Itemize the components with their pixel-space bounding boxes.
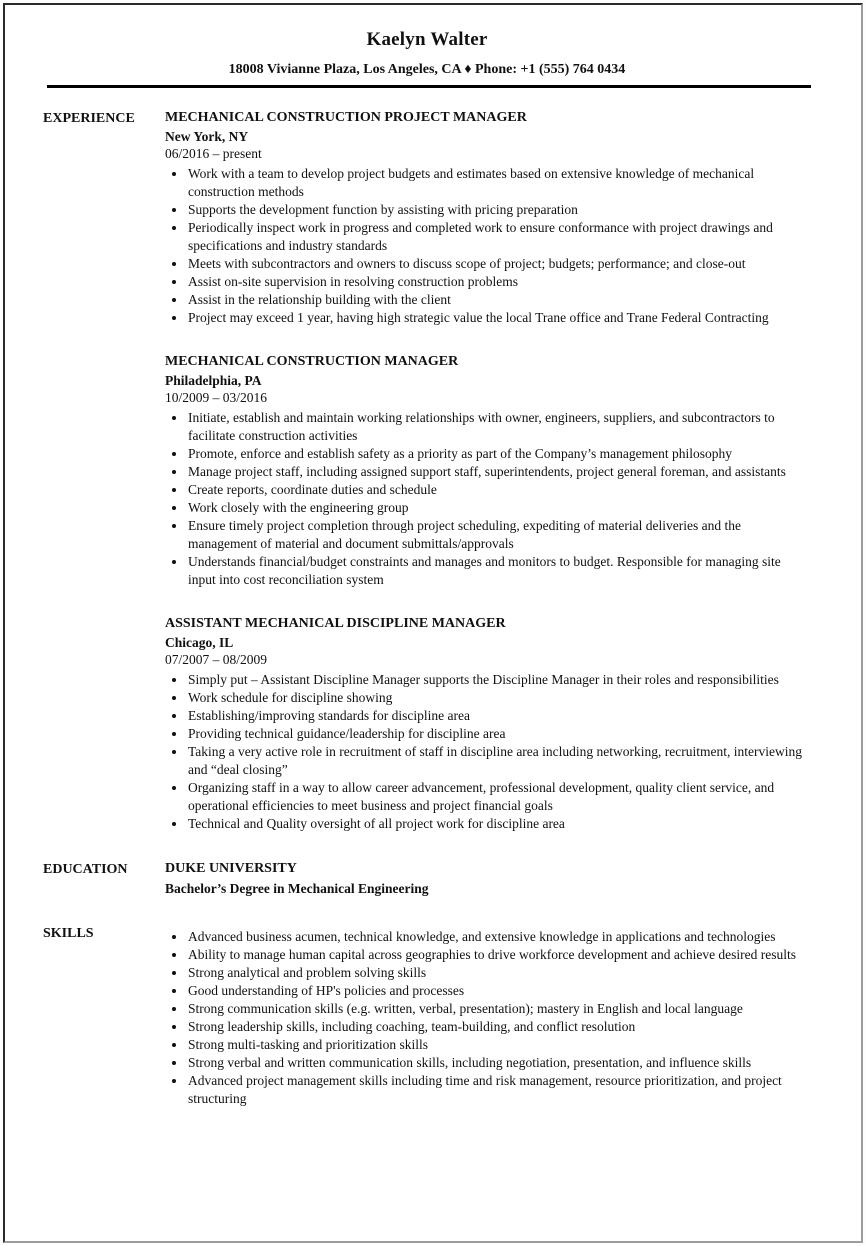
experience-section	[165, 110, 811, 833]
bullet-item: • Strong leadership skills, including coaching, team-building, and conflict resolution	[187, 1018, 811, 1036]
bullet-item: • Work closely with the engineering group	[187, 499, 811, 517]
education-section	[165, 861, 811, 897]
job-dates: 07/2007 – 08/2009	[165, 652, 268, 667]
job-location: New York, NY	[165, 129, 249, 144]
section-label-education: EDUCATION	[43, 862, 128, 877]
bullet-item: • Manage project staff, including assigned support staff, superintendents, project general foreman, and assistants	[187, 463, 811, 481]
resume-page	[3, 3, 863, 1243]
education-degree: Bachelor’s Degree in Mechanical Engineering	[165, 881, 429, 896]
job-entry-3	[165, 616, 811, 833]
person-name: Kaelyn Walter	[366, 29, 488, 50]
job-title: ASSISTANT MECHANICAL DISCIPLINE MANAGER	[165, 616, 506, 631]
bullet-item: • Providing technical guidance/leadership for discipline area	[187, 725, 811, 743]
job-bullet-list	[165, 165, 811, 327]
bullet-item: • Periodically inspect work in progress and completed work to ensure conformance with project drawings and specifications and industry standards	[187, 219, 811, 255]
bullet-item: • Strong analytical and problem solving skills	[187, 964, 811, 982]
job-location: Chicago, IL	[165, 635, 234, 650]
education-school: DUKE UNIVERSITY	[165, 861, 297, 876]
job-bullet-list	[165, 409, 811, 589]
section-label-experience: EXPERIENCE	[43, 111, 135, 126]
bullet-item: • Strong communication skills (e.g. written, verbal, presentation); mastery in English and local language	[187, 1000, 811, 1018]
job-bullet-list	[165, 671, 811, 833]
section-label-skills: SKILLS	[43, 926, 94, 941]
bullet-item: • Advanced business acumen, technical knowledge, and extensive knowledge in applications and technologies	[187, 928, 811, 946]
bullet-item: • Understands financial/budget constraints and manages and monitors to budget. Responsible for managing site input into cost reconciliation system	[187, 553, 811, 589]
job-title: MECHANICAL CONSTRUCTION PROJECT MANAGER	[165, 110, 527, 125]
job-location: Philadelphia, PA	[165, 373, 262, 388]
bullet-item: • Assist in the relationship building with the client	[187, 291, 811, 309]
job-entry-2	[165, 354, 811, 589]
bullet-item: • Strong multi-tasking and prioritization skills	[187, 1036, 811, 1054]
bullet-item: • Establishing/improving standards for discipline area	[187, 707, 811, 725]
skills-bullet-list	[165, 928, 811, 1108]
bullet-item: • Taking a very active role in recruitment of staff in discipline area including networking, recruitment, interviewing and “deal closing”	[187, 743, 811, 779]
job-title: MECHANICAL CONSTRUCTION MANAGER	[165, 354, 459, 369]
bullet-item: • Technical and Quality oversight of all project work for discipline area	[187, 815, 811, 833]
bullet-item: • Strong verbal and written communication skills, including negotiation, presentation, and influence skills	[187, 1054, 811, 1072]
skills-section	[165, 925, 811, 1108]
bullet-item: • Work with a team to develop project budgets and estimates based on extensive knowledge of mechanical construction methods	[187, 165, 811, 201]
job-dates: 06/2016 – present	[165, 146, 262, 161]
bullet-item: • Good understanding of HP's policies and processes	[187, 982, 811, 1000]
bullet-item: • Ensure timely project completion through project scheduling, expediting of material deliveries and the management of material and document submittals/approvals	[187, 517, 811, 553]
bullet-item: • Assist on-site supervision in resolving construction problems	[187, 273, 811, 291]
job-entry-1	[165, 110, 811, 327]
resume-header	[43, 29, 811, 88]
bullet-item: • Organizing staff in a way to allow career advancement, professional development, quality client service, and operational efficiencies to meet business and project financial goals	[187, 779, 811, 815]
header-divider	[47, 85, 811, 88]
bullet-item: • Simply put – Assistant Discipline Manager supports the Discipline Manager in their roles and responsibilities	[187, 671, 811, 689]
bullet-item: • Ability to manage human capital across geographies to drive workforce development and achieve desired results	[187, 946, 811, 964]
contact-line: 18008 Vivianne Plaza, Los Angeles, CA ♦ Phone: +1 (555) 764 0434	[228, 62, 626, 77]
bullet-item: • Supports the development function by assisting with pricing preparation	[187, 201, 811, 219]
bullet-item: • Advanced project management skills including time and risk management, resource prioritization, and project structuring	[187, 1072, 811, 1108]
bullet-item: • Work schedule for discipline showing	[187, 689, 811, 707]
bullet-item: • Promote, enforce and establish safety as a priority as part of the Company’s management philosophy	[187, 445, 811, 463]
job-dates: 10/2009 – 03/2016	[165, 390, 268, 405]
bullet-item: • Meets with subcontractors and owners to discuss scope of project; budgets; performance; and close-out	[187, 255, 811, 273]
bullet-item: • Create reports, coordinate duties and schedule	[187, 481, 811, 499]
bullet-item: • Initiate, establish and maintain working relationships with owner, engineers, suppliers, and subcontractors to facilitate construction activities	[187, 409, 811, 445]
bullet-item: • Project may exceed 1 year, having high strategic value the local Trane office and Trane Federal Contracting	[187, 309, 811, 327]
resume-body	[43, 110, 811, 1108]
